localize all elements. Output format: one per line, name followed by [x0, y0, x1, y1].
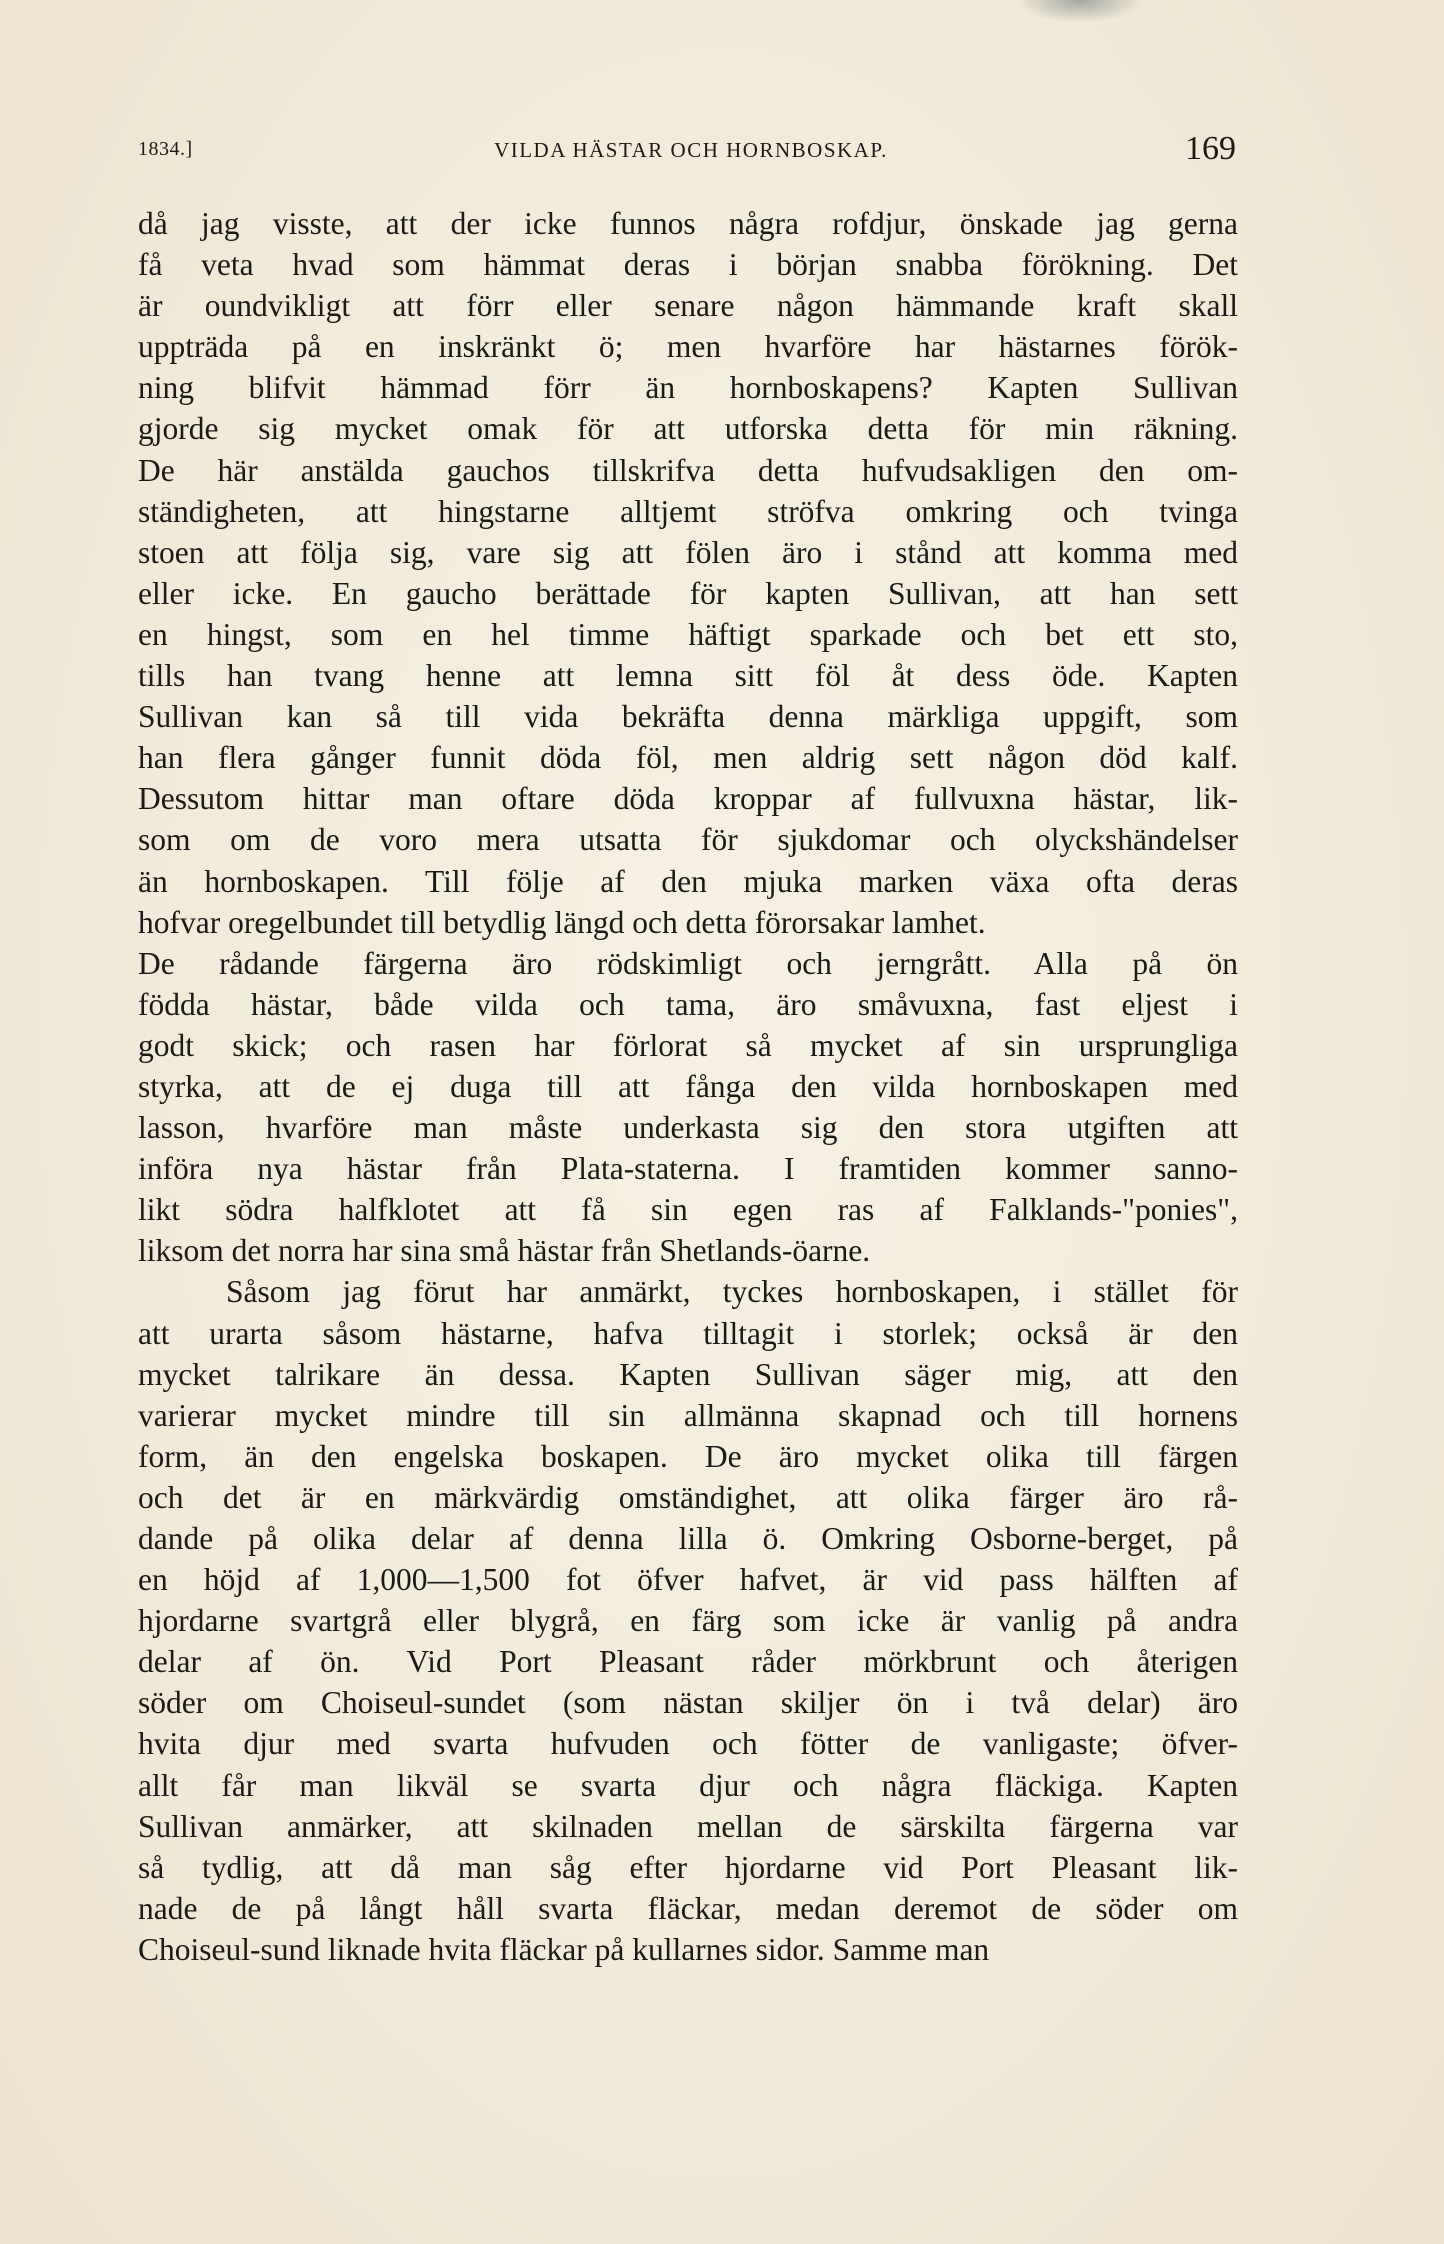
text-line: Såsom jag förut har anmärkt, tyckes hornboskapen, i stället för: [226, 1274, 1238, 1310]
text-line: gjorde sig mycket omak för att utforska detta för min räkning.: [138, 411, 1238, 447]
text-line: stoen att följa sig, vare sig att fölen äro i stånd att komma med: [138, 534, 1238, 570]
text-line: godt skick; och rasen har förlorat så mycket af sin ursprungliga: [138, 1027, 1238, 1063]
text-line: han flera gånger funnit döda föl, men aldrig sett någon död kalf.: [138, 740, 1238, 776]
text-line: Choiseul-sund liknade hvita fläckar på kullarnes sidor. Samme man: [138, 1931, 990, 1967]
text-line: form, än den engelska boskapen. De äro mycket olika till färgen: [138, 1438, 1238, 1474]
text-line: De här anstälda gauchos tillskrifva detta hufvudsakligen den om-: [138, 452, 1238, 488]
text-line: ning blifvit hämmad förr än hornboskapens? Kapten Sullivan: [138, 370, 1238, 406]
text-line: är oundvikligt att förr eller senare någon hämmande kraft skall: [138, 288, 1238, 324]
text-line: delar af ön. Vid Port Pleasant råder mörkbrunt och återigen: [138, 1644, 1238, 1680]
text-line: en höjd af 1,000—1,500 fot öfver hafvet, är vid pass hälften af: [138, 1562, 1238, 1598]
text-line: hofvar oregelbundet till betydlig längd och detta förorsakar lamhet.: [138, 904, 986, 940]
text-line: Sullivan anmärker, att skilnaden mellan de särskilta färgerna var: [138, 1808, 1238, 1844]
page-number: 169: [1185, 130, 1236, 167]
text-line: att urarta såsom hästarne, hafva tilltagit i storlek; också är den: [138, 1315, 1238, 1351]
text-line: söder om Choiseul-sundet (som nästan skiljer ön i två delar) äro: [138, 1685, 1238, 1721]
text-line: lasson, hvarföre man måste underkasta sig den stora utgiften att: [138, 1110, 1238, 1146]
text-line: födda hästar, både vilda och tama, äro småvuxna, fast eljest i: [138, 986, 1238, 1022]
running-header: [138, 130, 1244, 170]
text-line: eller icke. En gaucho berättade för kapten Sullivan, att han sett: [138, 575, 1238, 611]
text-line: liksom det norra har sina små hästar från Shetlands-öarne.: [138, 1233, 871, 1269]
text-line: De rådande färgerna äro rödskimligt och jerngrått. Alla på ön: [138, 945, 1238, 981]
text-line: få veta hvad som hämmat deras i början snabba förökning. Det: [138, 247, 1238, 283]
page-stain: [1020, 0, 1140, 22]
text-line: styrka, att de ej duga till att fånga den vilda hornboskapen med: [138, 1068, 1238, 1104]
header-year: 1834.]: [138, 138, 193, 160]
text-line: hjordarne svartgrå eller blygrå, en färg som icke är vanlig på andra: [138, 1603, 1238, 1639]
text-line: och det är en märkvärdig omständighet, att olika färger äro rå-: [138, 1479, 1238, 1515]
text-line: dande på olika delar af denna lilla ö. Omkring Osborne-berget, på: [138, 1521, 1238, 1556]
text-line: uppträda på en inskränkt ö; men hvarföre har hästarnes förök-: [138, 329, 1238, 365]
text-line: Dessutom hittar man oftare döda kroppar af fullvuxna hästar, lik-: [138, 781, 1238, 817]
text-line: mycket talrikare än dessa. Kapten Sullivan säger mig, att den: [138, 1356, 1238, 1392]
text-line: nade de på långt håll svarta fläckar, medan deremot de söder om: [138, 1890, 1238, 1926]
body-text: [138, 203, 1238, 1970]
header-title: VILDA HÄSTAR OCH HORNBOSKAP.: [494, 138, 888, 162]
text-line: en hingst, som en hel timme häftigt sparkade och bet ett sto,: [138, 616, 1238, 652]
text-line: som om de voro mera utsatta för sjukdomar och olyckshändelser: [138, 822, 1238, 858]
text-line: Sullivan kan så till vida bekräfta denna märkliga uppgift, som: [138, 699, 1238, 735]
text-line: allt får man likväl se svarta djur och några fläckiga. Kapten: [138, 1767, 1238, 1803]
text-line: än hornboskapen. Till följe af den mjuka marken växa ofta deras: [138, 863, 1238, 899]
text-line: ständigheten, att hingstarne alltjemt ströfva omkring och tvinga: [138, 493, 1238, 529]
text-line: varierar mycket mindre till sin allmänna skapnad och till hornens: [138, 1397, 1238, 1433]
text-line: hvita djur med svarta hufvuden och fötter de vanligaste; öfver-: [138, 1726, 1238, 1762]
text-line: likt södra halfklotet att få sin egen ras af Falklands-"ponies",: [138, 1192, 1238, 1228]
text-line: då jag visste, att der icke funnos några rofdjur, önskade jag gerna: [138, 206, 1238, 241]
text-line: införa nya hästar från Plata-staterna. I framtiden kommer sanno-: [138, 1151, 1238, 1187]
text-line: tills han tvang henne att lemna sitt föl åt dess öde. Kapten: [138, 658, 1238, 694]
text-line: så tydlig, att då man såg efter hjordarne vid Port Pleasant lik-: [138, 1849, 1238, 1885]
